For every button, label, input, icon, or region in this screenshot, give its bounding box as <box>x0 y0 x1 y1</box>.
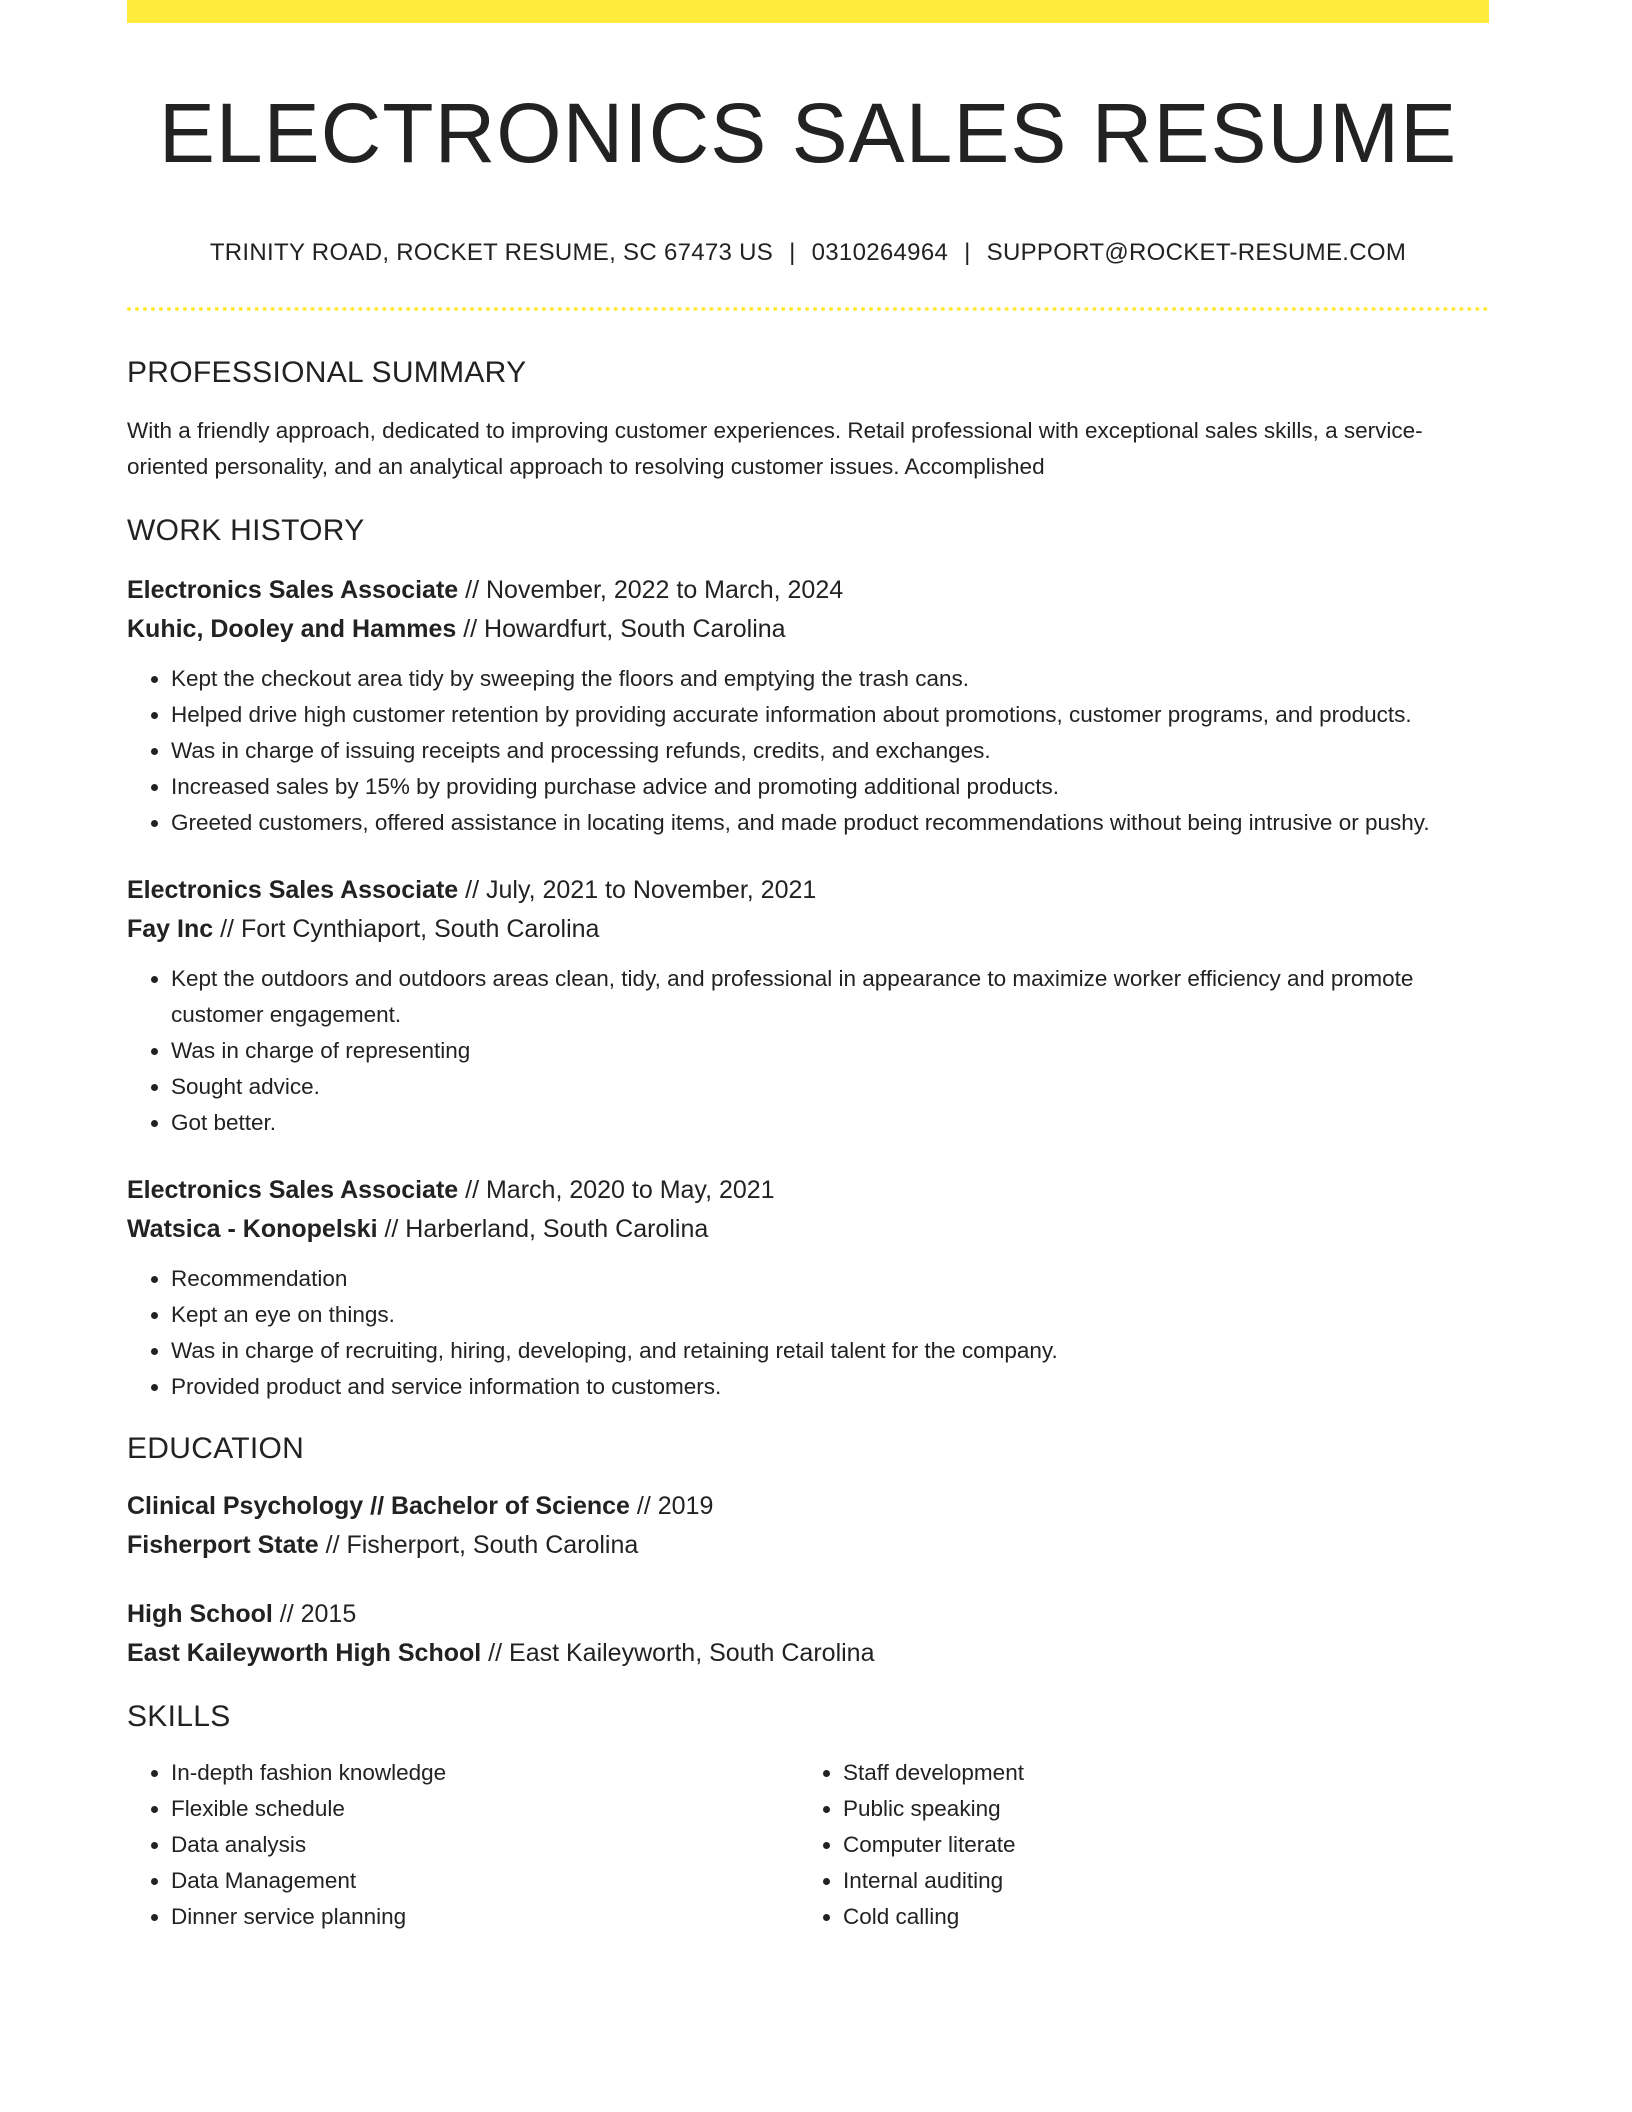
skill-item: • Public speaking <box>843 1791 1471 1827</box>
job-company: Watsica - Konopelski <box>127 1215 378 1243</box>
job-bullet: • Provided product and service information to customers. <box>171 1369 1489 1405</box>
job-company: Fay Inc <box>127 915 214 943</box>
education-location: // Fisherport, South Carolina <box>318 1531 639 1559</box>
skill-item: • Cold calling <box>843 1899 1471 1935</box>
skills-grid <box>127 1755 1489 1935</box>
skill-item: • Data Management <box>171 1863 799 1899</box>
contact-phone: 0310264964 <box>811 239 949 266</box>
job-bullet: • Kept the checkout area tidy by sweeping the floors and emptying the trash cans. <box>171 661 1489 697</box>
contact-separator: | <box>964 239 971 266</box>
resume-page <box>127 0 1489 1935</box>
education-year: // 2019 <box>629 1492 714 1520</box>
education-school-line <box>127 1634 1489 1673</box>
job-bullet: • Kept an eye on things. <box>171 1297 1489 1333</box>
skills-heading: SKILLS <box>127 1700 231 1733</box>
education-entry <box>127 1487 1489 1565</box>
job-dates: // November, 2022 to March, 2024 <box>458 576 844 604</box>
job-company-line <box>127 610 1489 649</box>
education-entry <box>127 1595 1489 1673</box>
job-bullet: • Got better. <box>171 1105 1489 1141</box>
job-title-line <box>127 571 1489 610</box>
job-title: Electronics Sales Associate <box>127 876 459 904</box>
skill-item: • Computer literate <box>843 1827 1471 1863</box>
education-year: // 2015 <box>272 1600 357 1628</box>
job-company-line <box>127 910 1489 949</box>
job-bullet: • Was in charge of issuing receipts and processing refunds, credits, and exchanges. <box>171 733 1489 769</box>
job-title-line <box>127 871 1489 910</box>
skill-item: • In-depth fashion knowledge <box>171 1755 799 1791</box>
job-bullets <box>127 661 1489 841</box>
job-bullet: • Increased sales by 15% by providing purchase advice and promoting additional products. <box>171 769 1489 805</box>
job-entry <box>127 571 1489 841</box>
accent-top-bar <box>127 0 1489 23</box>
job-bullet: • Helped drive high customer retention by providing accurate information about promotions, customer programs, and products. <box>171 697 1489 733</box>
skill-item: • Staff development <box>843 1755 1471 1791</box>
skills-left-column <box>127 1755 799 1935</box>
contact-address: TRINITY ROAD, ROCKET RESUME, SC 67473 US <box>209 239 774 266</box>
education-degree: High School <box>127 1600 273 1628</box>
education-degree-line <box>127 1487 1489 1526</box>
job-title-line <box>127 1171 1489 1210</box>
job-bullet: • Was in charge of representing <box>171 1033 1489 1069</box>
job-company: Kuhic, Dooley and Hammes <box>127 615 457 643</box>
job-location: // Howardfurt, South Carolina <box>456 615 786 643</box>
job-bullet: • Sought advice. <box>171 1069 1489 1105</box>
job-dates: // July, 2021 to November, 2021 <box>458 876 817 904</box>
work-history-heading: WORK HISTORY <box>127 514 365 547</box>
skill-item: • Data analysis <box>171 1827 799 1863</box>
summary-heading: PROFESSIONAL SUMMARY <box>127 356 527 389</box>
education-heading: EDUCATION <box>127 1432 305 1465</box>
job-company-line <box>127 1210 1489 1249</box>
contact-line <box>127 237 1489 269</box>
contact-email: SUPPORT@ROCKET-RESUME.COM <box>986 239 1407 266</box>
job-bullets <box>127 961 1489 1141</box>
job-location: // Fort Cynthiaport, South Carolina <box>213 915 600 943</box>
skills-right-column <box>799 1755 1471 1935</box>
job-bullet: • Greeted customers, offered assistance in locating items, and made product recommendations without being intrusive or pushy. <box>171 805 1489 841</box>
education-school: Fisherport State <box>127 1531 319 1559</box>
skill-item: • Flexible schedule <box>171 1791 799 1827</box>
skill-item: • Internal auditing <box>843 1863 1471 1899</box>
job-title: Electronics Sales Associate <box>127 1176 459 1204</box>
job-entry <box>127 871 1489 1141</box>
education-school: East Kaileyworth High School <box>127 1639 482 1667</box>
resume-title: ELECTRONICS SALES RESUME <box>158 86 1458 180</box>
education-school-line <box>127 1526 1489 1565</box>
dotted-divider <box>127 307 1489 311</box>
job-bullets <box>127 1261 1489 1405</box>
job-location: // Harberland, South Carolina <box>377 1215 709 1243</box>
education-degree-line <box>127 1595 1489 1634</box>
job-bullet: • Was in charge of recruiting, hiring, developing, and retaining retail talent for the company. <box>171 1333 1489 1369</box>
education-location: // East Kaileyworth, South Carolina <box>481 1639 875 1667</box>
job-title: Electronics Sales Associate <box>127 576 459 604</box>
education-degree: Clinical Psychology // Bachelor of Science <box>127 1492 630 1520</box>
summary-text: With a friendly approach, dedicated to improving customer experiences. Retail professional with exceptional sales skills, a service-oriented personality, and an analytical approach to resolving customer issues. Accomplished <box>127 418 1423 479</box>
job-dates: // March, 2020 to May, 2021 <box>458 1176 775 1204</box>
job-entry <box>127 1171 1489 1405</box>
skill-item: • Dinner service planning <box>171 1899 799 1935</box>
contact-separator: | <box>789 239 796 266</box>
job-bullet: • Recommendation <box>171 1261 1489 1297</box>
job-bullet: • Kept the outdoors and outdoors areas clean, tidy, and professional in appearance to maximize worker efficiency and promote customer engagement. <box>171 961 1489 1033</box>
